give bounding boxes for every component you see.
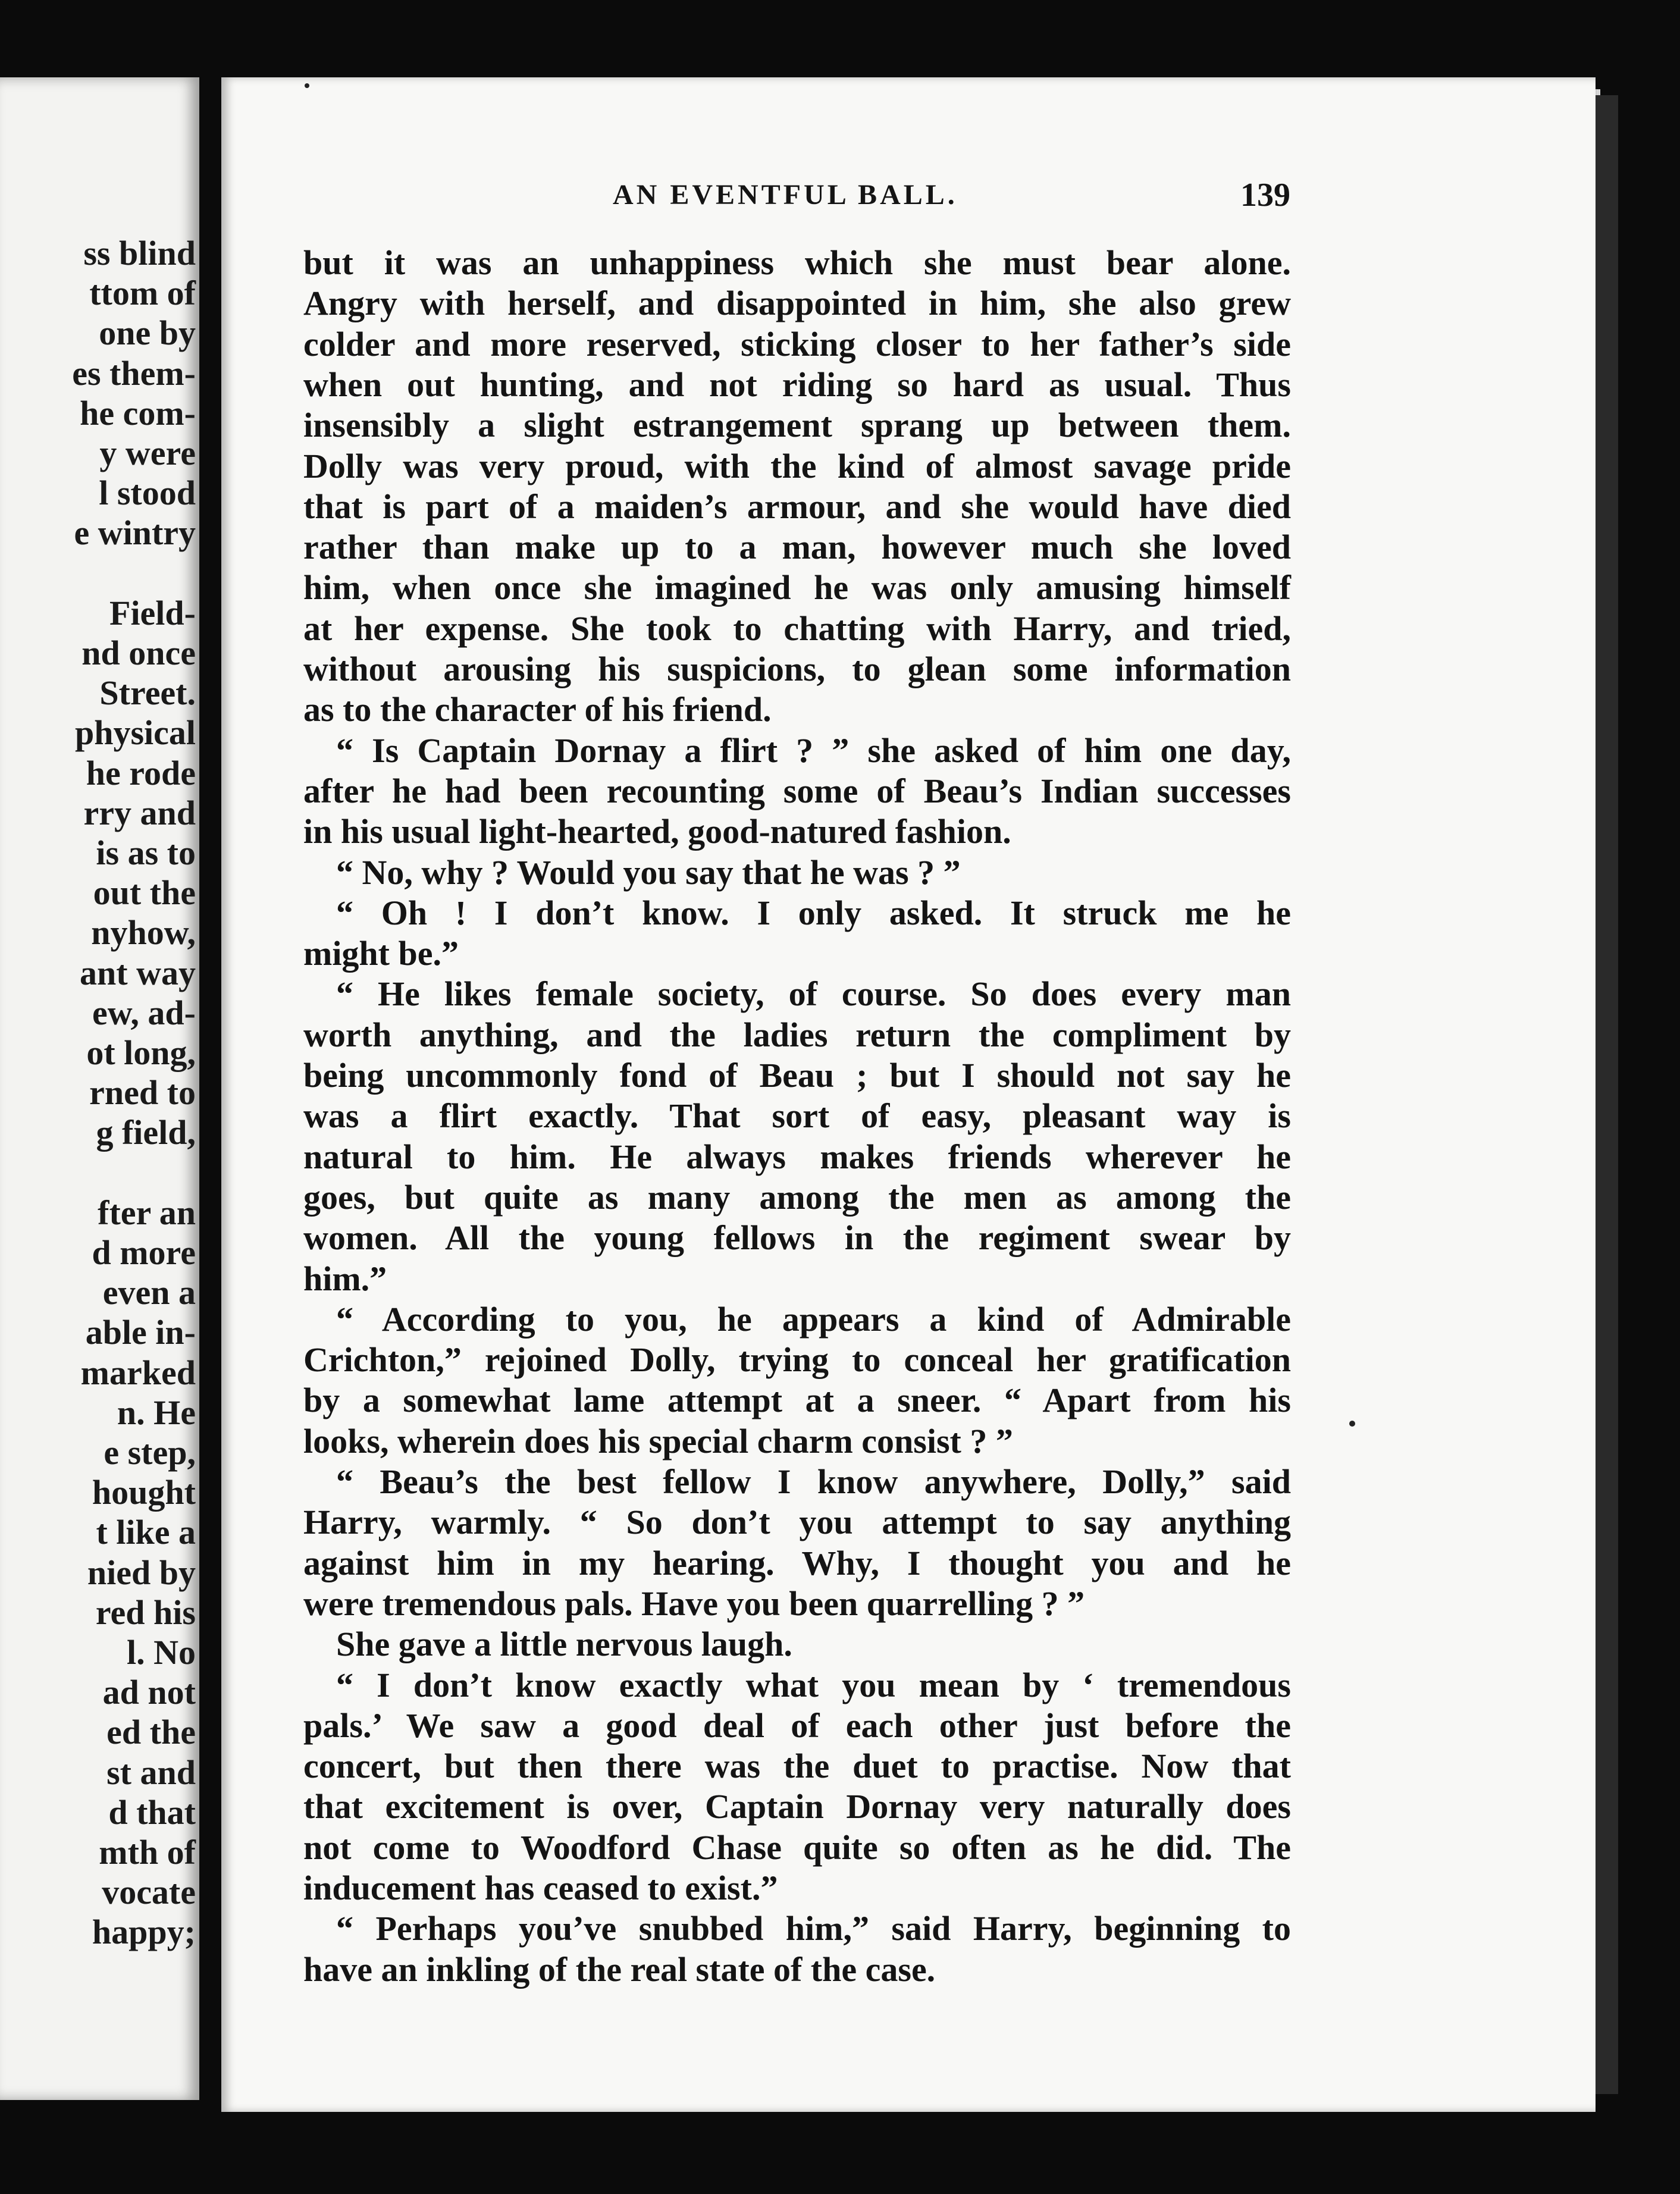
running-head: AN EVENTFUL BALL. xyxy=(613,179,958,211)
text-line: inducement has ceased to exist.” xyxy=(303,1869,778,1907)
left-page-line: fter an xyxy=(98,1193,196,1232)
text-line: “ Beau’s the best fellow I know anywhere, Dolly,” said xyxy=(336,1462,1291,1501)
left-page-line: rned to xyxy=(89,1073,196,1112)
left-page-line: g field, xyxy=(96,1113,196,1152)
text-line: when out hunting, and not riding so hard as usual. Thus xyxy=(303,365,1291,404)
text-line: “ No, why ? Would you say that he was ? ” xyxy=(336,852,961,892)
left-page-line: st and xyxy=(106,1753,196,1792)
left-page-line: nd once xyxy=(82,634,196,672)
text-line: “ Oh ! I don’t know. I only asked. It struck me he xyxy=(336,893,1291,932)
text-line: Dolly was very proud, with the kind of almost savage pride xyxy=(303,446,1291,485)
text-line: pals.’ We saw a good deal of each other just before the xyxy=(303,1706,1291,1745)
book-cover-edge xyxy=(1594,95,1618,2094)
left-page-line: able in- xyxy=(85,1313,196,1352)
left-page-line: d that xyxy=(108,1792,196,1832)
print-fleck xyxy=(1349,1421,1355,1427)
left-page-line: is as to xyxy=(96,833,196,872)
text-line: not come to Woodford Chase quite so often as he did. The xyxy=(303,1828,1291,1867)
text-line: in his usual light-hearted, good-natured fashion. xyxy=(303,812,1011,851)
left-page-line: Street. xyxy=(99,673,196,713)
text-line: looks, wherein does his special charm consist ? ” xyxy=(303,1421,1013,1460)
left-page-line: nyhow, xyxy=(91,913,196,952)
left-page-line: out the xyxy=(93,873,196,913)
text-line: Angry with herself, and disappointed in him, she also grew xyxy=(303,284,1291,323)
text-line: colder and more reserved, sticking closer to her father’s side xyxy=(303,324,1291,363)
text-line: worth anything, and the ladies return the compliment by xyxy=(303,1015,1291,1054)
left-page-line: Field- xyxy=(109,593,196,632)
left-page-line: e wintry xyxy=(74,513,196,553)
text-line: Harry, warmly. “ So don’t you attempt to say anything xyxy=(303,1503,1291,1542)
left-page-line: ss blind xyxy=(83,234,196,272)
text-line: at her expense. She took to chatting with Harry, and tried, xyxy=(303,609,1291,648)
print-fleck xyxy=(305,83,309,88)
text-line: without arousing his suspicions, to glean some information xyxy=(303,650,1291,688)
text-line: against him in my hearing. Why, I thought you and he xyxy=(303,1543,1291,1582)
text-line: “ I don’t know exactly what you mean by ‘ tremendous xyxy=(336,1665,1291,1704)
text-line: that is part of a maiden’s armour, and she would have died xyxy=(303,487,1291,526)
left-page-line: even a xyxy=(102,1273,196,1312)
left-page-line: y were xyxy=(99,434,196,472)
left-page-line: l. No xyxy=(127,1633,196,1672)
text-line: as to the character of his friend. xyxy=(303,690,772,729)
text-line: him, when once she imagined he was only amusing himself xyxy=(303,568,1291,607)
left-page-line: physical xyxy=(74,713,196,753)
text-line: him.” xyxy=(303,1259,387,1298)
left-page-line: he rode xyxy=(86,753,196,792)
text-line: “ Is Captain Dornay a flirt ? ” she asked of him one day, xyxy=(336,731,1291,770)
left-page-line: he com- xyxy=(80,393,196,432)
text-line: natural to him. He always makes friends wherever he xyxy=(303,1137,1291,1176)
left-page-line: marked xyxy=(80,1353,196,1392)
left-page-line: ew, ad- xyxy=(92,993,196,1032)
text-line: was a flirt exactly. That sort of easy, pleasant way is xyxy=(303,1096,1291,1136)
text-line: insensibly a slight estrangement sprang up between them. xyxy=(303,406,1291,445)
left-page-line: one by xyxy=(99,314,196,353)
previous-page xyxy=(0,77,199,2100)
left-page-line: ad not xyxy=(102,1673,196,1712)
text-line: were tremendous pals. Have you been quarrelling ? ” xyxy=(303,1584,1085,1623)
text-line: She gave a little nervous laugh. xyxy=(336,1625,792,1664)
left-page-line: n. He xyxy=(117,1393,196,1432)
text-line: being uncommonly fond of Beau ; but I should not say he xyxy=(303,1056,1291,1095)
left-page-line: l stood xyxy=(99,474,196,513)
left-page-line: e step, xyxy=(104,1433,196,1472)
left-page-line: t like a xyxy=(96,1513,196,1552)
left-page-line: ed the xyxy=(106,1713,196,1752)
text-line: after he had been recounting some of Beau’s Indian successes xyxy=(303,771,1291,810)
text-line: concert, but then there was the duet to practise. Now that xyxy=(303,1747,1291,1786)
left-page-line: ot long, xyxy=(86,1033,196,1072)
left-page-line: d more xyxy=(92,1233,196,1272)
text-line: Crichton,” rejoined Dolly, trying to conceal her gratification xyxy=(303,1340,1291,1380)
text-line: “ According to you, he appears a kind of Admirable xyxy=(336,1299,1291,1339)
page-number: 139 xyxy=(1240,177,1290,214)
text-line: rather than make up to a man, however much she loved xyxy=(303,528,1291,567)
text-line: by a somewhat lame attempt at a sneer. “ Apart from his xyxy=(303,1381,1291,1420)
text-line: have an inkling of the real state of the case. xyxy=(303,1949,936,1989)
text-line: that excitement is over, Captain Dornay very naturally does xyxy=(303,1787,1291,1826)
text-line: women. All the young fellows in the regiment swear by xyxy=(303,1218,1291,1258)
left-page-line: vocate xyxy=(102,1873,196,1912)
left-page-line: happy; xyxy=(92,1913,196,1952)
left-page-line: hought xyxy=(92,1473,196,1512)
left-page-line: mth of xyxy=(99,1833,196,1872)
left-page-line: nied by xyxy=(87,1553,196,1592)
text-line: might be.” xyxy=(303,934,459,973)
text-line: but it was an unhappiness which she must bear alone. xyxy=(303,243,1291,282)
left-page-line: ant way xyxy=(80,953,196,992)
left-page-line: es them- xyxy=(72,353,196,393)
left-page-line: rry and xyxy=(83,793,196,832)
left-page-line: ttom of xyxy=(89,274,196,313)
text-line: “ He likes female society, of course. So does every man xyxy=(336,974,1291,1014)
text-line: goes, but quite as many among the men as among the xyxy=(303,1177,1291,1217)
text-line: “ Perhaps you’ve snubbed him,” said Harry, beginning to xyxy=(336,1909,1291,1948)
left-page-line: red his xyxy=(95,1593,196,1632)
